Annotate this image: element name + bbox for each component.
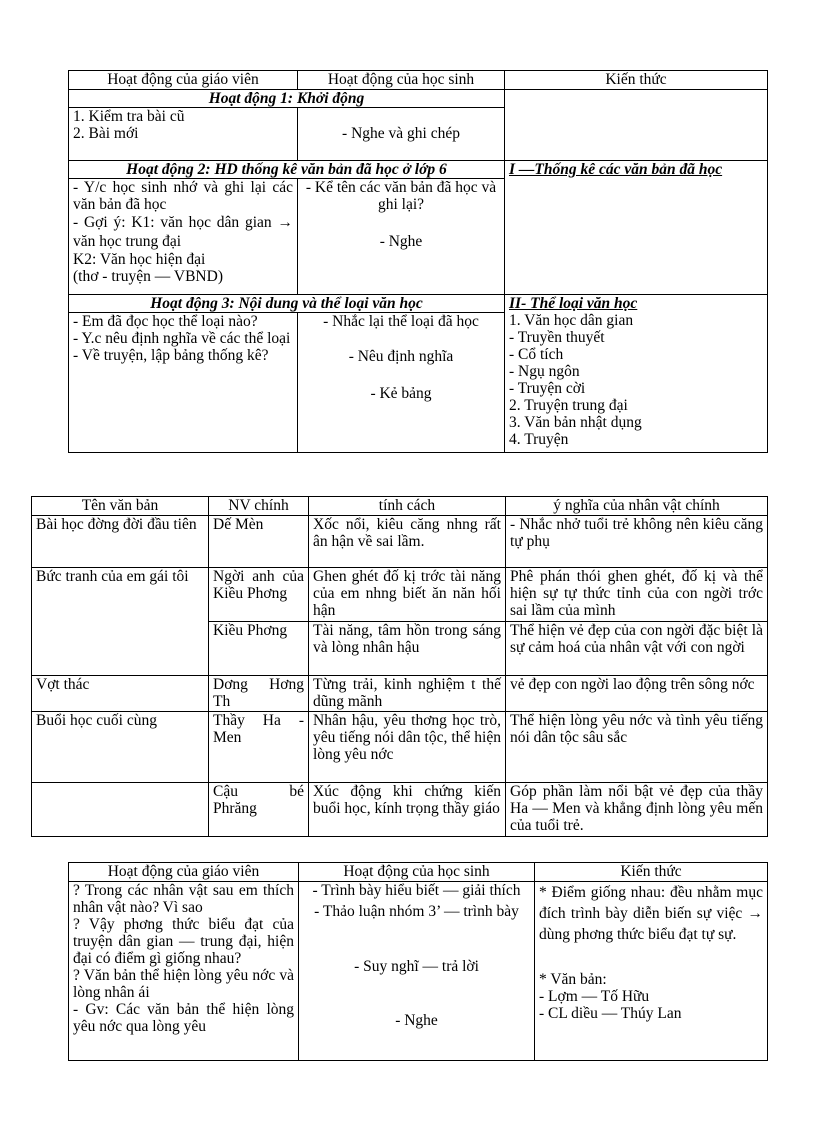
- main-character: Ngời anh của Kiều Phơng: [209, 568, 309, 622]
- teacher-line: - Y.c nêu định nghĩa về các thể loại: [73, 330, 291, 347]
- character-trait: Xốc nổi, kiêu căng nhng rất ân hận về sai lầm.: [309, 516, 506, 568]
- character-meaning: Phê phán thói ghen ghét, đố kị và thể hiện sự tự thức tỉnh của con ngời trớc sai lầm của mình: [506, 568, 768, 622]
- main-character: Dế Mèn: [209, 516, 309, 568]
- character-meaning: Thể hiện lòng yêu nớc và tình yêu tiếng nói dân tộc sâu sắc: [506, 712, 768, 783]
- character-summary-table: [31, 496, 768, 837]
- teacher-line: ? Văn bản thể hiện lòng yêu nớc và lòng nhân ái: [73, 967, 294, 1001]
- teacher-line: (thơ - truyện — VBND): [73, 268, 223, 285]
- student-line: - Nêu định nghĩa: [348, 348, 454, 365]
- main-character: Kiều Phơng: [209, 622, 309, 676]
- knowledge-heading-inventory: I —Thống kê các văn bản đã học: [505, 161, 768, 295]
- work-title: Buổi học cuối cùng: [32, 712, 209, 783]
- table-header-row: [32, 497, 768, 516]
- student-line: - Trình bày hiểu biết — giải thích: [312, 882, 521, 899]
- teacher-line: - Em đã đọc học thể loại nào?: [73, 313, 258, 330]
- character-meaning: Thể hiện vẻ đẹp của con ngời đặc biệt là sự cảm hoá của nhân vật với con ngời: [506, 622, 768, 676]
- table-header-row: [69, 863, 768, 882]
- main-character: Dơng Hơng Th: [209, 676, 309, 712]
- genre-item: - Cổ tích: [509, 346, 564, 363]
- student-cell: [299, 882, 535, 1061]
- column-header-knowledge: Kiến thức: [505, 71, 768, 90]
- column-header-meaning: ý nghĩa của nhân vật chính: [506, 497, 768, 516]
- work-title: Bài học đờng đời đầu tiên: [32, 516, 209, 568]
- column-header-knowledge: Kiến thức: [535, 863, 768, 882]
- table-row: [32, 516, 768, 568]
- column-header-character: NV chính: [209, 497, 309, 516]
- lesson-activity-table: [68, 70, 768, 453]
- teacher-line: K2: Văn học hiện đại: [73, 251, 206, 268]
- column-header-teacher: Hoạt động của giáo viên: [69, 863, 299, 882]
- teacher-line: 1. Kiểm tra bài cũ: [73, 108, 185, 125]
- teacher-cell: [69, 179, 298, 295]
- column-header-teacher: Hoạt động của giáo viên: [69, 71, 298, 90]
- student-line: - Nghe: [395, 1012, 438, 1029]
- table-header-row: [69, 71, 768, 90]
- student-line: - Suy nghĩ — trả lời: [354, 958, 479, 975]
- work-title: Vợt thác: [32, 676, 209, 712]
- student-line: - Nhắc lại thể loại đã học: [323, 313, 479, 330]
- student-line: - Thảo luận nhóm 3’ — trình bày: [314, 903, 519, 920]
- student-line: - Nghe: [379, 233, 423, 250]
- section-title-activity-1: Hoạt động 1: Khởi động: [69, 90, 505, 108]
- character-trait: Từng trải, kinh nghiệm t thế dũng mãnh: [309, 676, 506, 712]
- genre-item: - Ngụ ngôn: [509, 363, 580, 380]
- knowledge-heading-genres: II- Thể loại văn học: [509, 295, 638, 312]
- genre-item: - Truyện cời: [509, 380, 586, 397]
- genre-item: 3. Văn bản nhật dụng: [509, 414, 642, 431]
- student-cell: [298, 179, 505, 295]
- work-title: [32, 783, 209, 837]
- student-line: - Kẻ bảng: [370, 385, 432, 402]
- character-trait: Xúc động khi chứng kiến buổi học, kính trọng thầy giáo: [309, 783, 506, 837]
- teacher-cell: [69, 882, 299, 1061]
- student-line: - Nghe và ghi chép: [342, 125, 460, 142]
- section-title-activity-3: Hoạt động 3: Nội dung và thể loại văn học: [69, 295, 505, 313]
- column-header-trait: tính cách: [309, 497, 506, 516]
- character-meaning: vẻ đẹp con ngời lao động trên sông nớc: [506, 676, 768, 712]
- column-header-student: Hoạt động của học sinh: [298, 71, 505, 90]
- genre-item: 4. Truyện: [509, 431, 569, 448]
- column-header-title: Tên văn bản: [32, 497, 209, 516]
- teacher-line: ? Vậy phơng thức biểu đạt của truyện dân gian — trung đại, hiện đại có điểm gì giống nhau?: [73, 916, 294, 967]
- lesson-activity-table-2: [68, 862, 768, 1061]
- teacher-line: - Gợi ý: K1: văn học dân gian → văn học trung đại: [73, 214, 293, 250]
- student-cell: [298, 313, 505, 453]
- character-trait: Tài năng, tâm hồn trong sáng và lòng nhân hậu: [309, 622, 506, 676]
- character-meaning: Góp phần làm nổi bật vẻ đẹp của thầy Ha — Men và khẳng định lòng yêu mến của tuổi trẻ.: [506, 783, 768, 837]
- character-meaning: - Nhắc nhở tuổi trẻ không nên kiêu căng tự phụ: [506, 516, 768, 568]
- teacher-cell: [69, 313, 298, 453]
- character-trait: Nhân hậu, yêu thơng học trò, yêu tiếng nói dân tộc, thể hiện lòng yêu nớc: [309, 712, 506, 783]
- main-character: Cậu bé Phrăng: [209, 783, 309, 837]
- genre-item: - Truyền thuyết: [509, 329, 605, 346]
- section-title-activity-2: Hoạt động 2: HD thống kê văn bản đã học ở lớp 6: [69, 161, 505, 179]
- main-character: Thầy Ha - Men: [209, 712, 309, 783]
- teacher-line: 2. Bài mới: [73, 125, 139, 142]
- teacher-line: - Y/c học sinh nhớ và ghi lại các văn bản đã học: [73, 179, 293, 213]
- work-title: Bức tranh của em gái tôi: [32, 568, 209, 676]
- column-header-student: Hoạt động của học sinh: [299, 863, 535, 882]
- teacher-line: - Gv: Các văn bản thể hiện lòng yêu nớc qua lòng yêu: [73, 1001, 294, 1035]
- genre-item: 1. Văn học dân gian: [509, 312, 634, 329]
- student-cell: [298, 108, 505, 161]
- table-row: [32, 676, 768, 712]
- knowledge-cell-empty: [505, 90, 768, 161]
- table-row: [32, 712, 768, 783]
- knowledge-cell: [535, 882, 768, 1061]
- teacher-cell: [69, 108, 298, 161]
- student-line: - Kể tên các văn bản đã học và ghi lại?: [305, 179, 497, 213]
- genre-item: 2. Truyện trung đại: [509, 397, 628, 414]
- table-row: [32, 568, 768, 622]
- knowledge-cell-genres: [505, 295, 768, 453]
- teacher-line: ? Trong các nhân vật sau em thích nhân vật nào? Vì sao: [73, 882, 294, 916]
- character-trait: Ghen ghét đố kị trớc tài năng của em nhng biết ăn năn hối hận: [309, 568, 506, 622]
- table-row: [32, 783, 768, 837]
- knowledge-text: - CL diều — Thúy Lan: [539, 1005, 682, 1022]
- knowledge-text: * Văn bản:: [539, 971, 607, 988]
- knowledge-text: * Điểm giống nhau: đều nhằm mục đích trình bày diễn biến sự việc → dùng phơng thức biểu đạt tự sự.: [539, 884, 763, 943]
- knowledge-text: - Lợm — Tố Hữu: [539, 988, 650, 1005]
- teacher-line: - Về truyện, lập bảng thống kê?: [73, 347, 269, 364]
